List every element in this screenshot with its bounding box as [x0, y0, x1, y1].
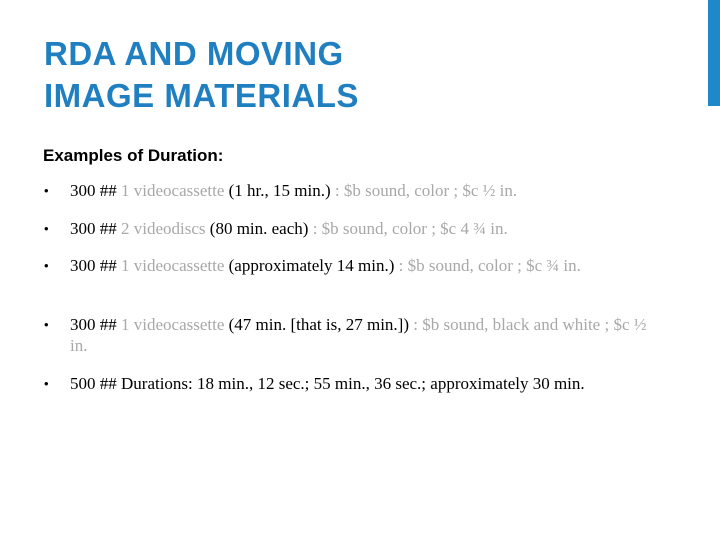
other-details-text: : $b sound, color ; $c ¾ in.	[394, 256, 581, 275]
accent-bar	[708, 0, 720, 106]
duration-text: (1 hr., 15 min.)	[228, 181, 331, 200]
extent-text: 1 videocassette	[121, 256, 229, 275]
subheading: Examples of Duration:	[43, 146, 224, 165]
marc-tag: 300 ##	[70, 181, 121, 200]
duration-text: (47 min. [that is, 27 min.])	[228, 315, 410, 334]
list-item	[44, 180, 664, 218]
bullet-icon: •	[44, 317, 49, 332]
bullet-icon: •	[44, 183, 49, 198]
extent-text: 2 videodiscs	[121, 219, 210, 238]
extent-text: 1 videocassette	[121, 315, 229, 334]
list-item	[44, 255, 664, 314]
list-item	[44, 314, 664, 373]
bullet-icon: •	[44, 221, 49, 236]
extent-text: 1 videocassette	[121, 181, 229, 200]
duration-text: (80 min. each)	[209, 219, 309, 238]
duration-text: Durations: 18 min., 12 sec.; 55 min., 36 sec.; approximately 30 min.	[121, 374, 585, 393]
bullet-icon: •	[44, 258, 49, 273]
other-details-text: : $b sound, black and white ; $c ½ in.	[70, 315, 647, 355]
marc-tag: 500 ##	[70, 374, 121, 393]
slide-title	[44, 33, 359, 117]
marc-tag: 300 ##	[70, 256, 121, 275]
other-details-text: : $b sound, color ; $c 4 ¾ in.	[308, 219, 508, 238]
examples-list	[44, 180, 664, 394]
marc-tag: 300 ##	[70, 219, 121, 238]
list-item	[44, 373, 664, 394]
marc-tag: 300 ##	[70, 315, 121, 334]
slide-title-line-2: IMAGE MATERIALS	[44, 77, 359, 114]
slide-title-line-1: RDA AND MOVING	[44, 35, 344, 72]
bullet-icon: •	[44, 376, 49, 391]
other-details-text: : $b sound, color ; $c ½ in.	[330, 181, 518, 200]
duration-text: (approximately 14 min.)	[228, 256, 395, 275]
list-item	[44, 218, 664, 255]
